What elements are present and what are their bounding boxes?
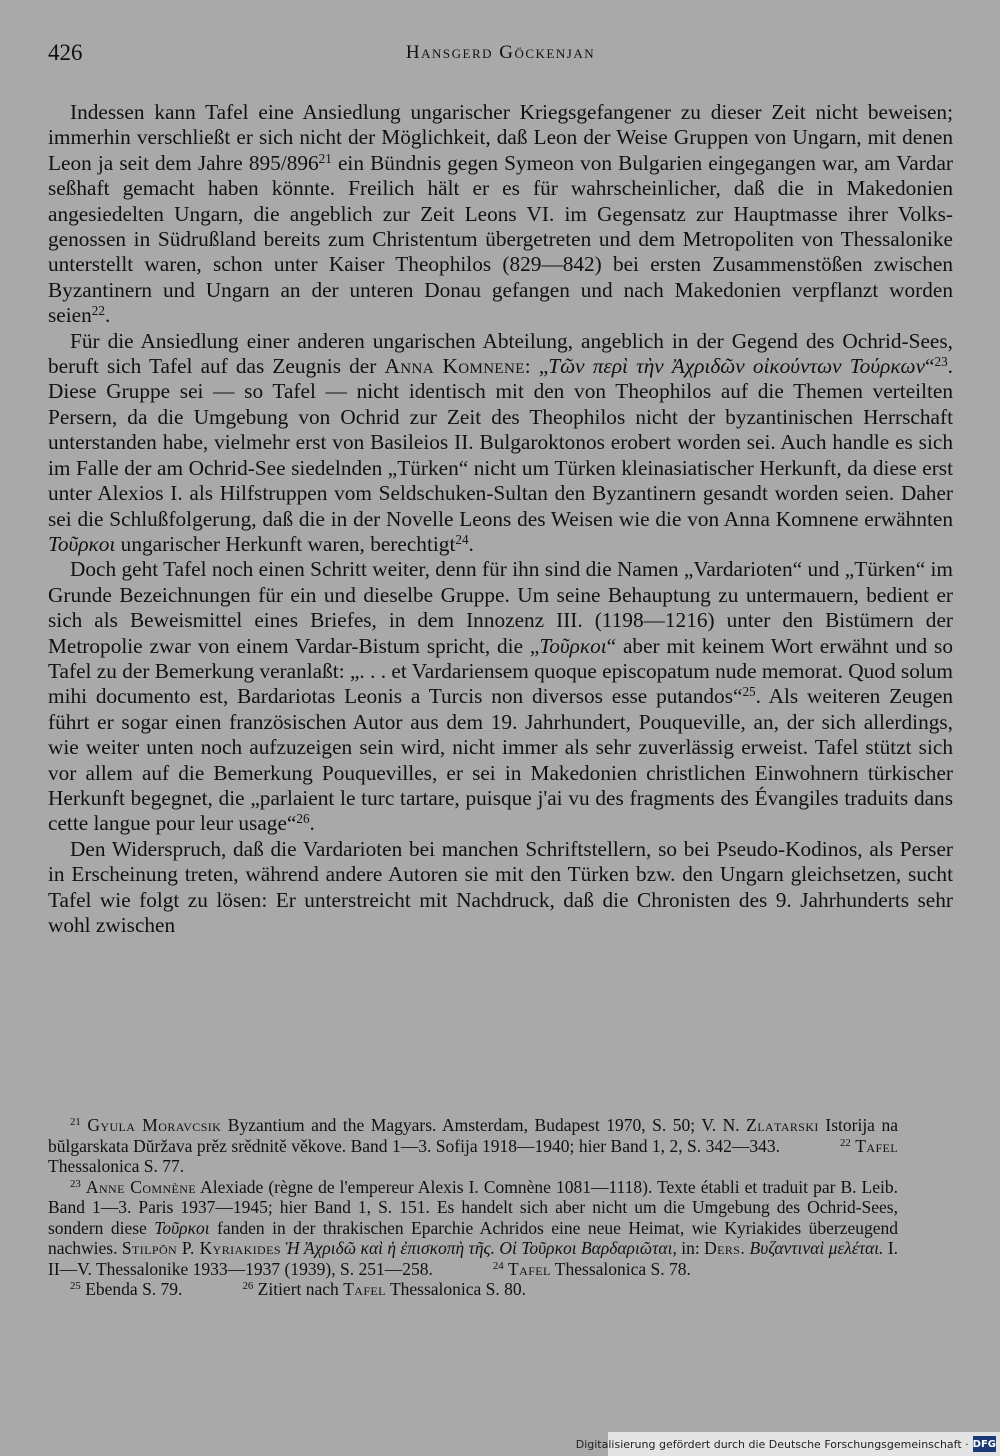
greek-term: Τοῦρκοι (48, 531, 116, 556)
footnote-ref: 23 (934, 353, 948, 369)
footnote-ref: 25 (742, 684, 756, 700)
greek-quote: Τῶν περὶ τὴν Ἀχριδῶν οἰκούντων Τούρκων (548, 354, 926, 379)
author-name: Anna Komnene (384, 354, 525, 379)
paragraph: Für die Ansiedlung einer anderen ungarischen Abteilung, angeblich in der Gegend des Ochrid-Sees, beruft sich Tafel auf das Zeugnis der Anna Komnene: „Τῶν περὶ τὴν Ἀχριδῶν οἰκούντων Τούρκων“$^{23}$. Diese Gruppe sei — so Tafel — nicht identisch mit den von Theophilos auf die Themen verteilten Persern, da die Umgebung von Ochrid zur Zeit des Theophilos nicht der byzantinischen Herrschaft unterstanden habe, vielmehr erst von Basileios II. Bulgaroktonos erobert worden sei. Auch handle es sich im Falle der am Ochrid-See siedelnden „Türken“ nicht um Türken kleinasiatischer Herkunft, da diese erst unter Alexios I. als Hilfstruppen vom Seldschuken-Sultan den Byzantinern gesandt worden seien. Daher sei die Schlußfolgerung, daß die in der Novelle Leons des Weisen wie die von Anna Komnene erwähnten Τοῦρκοι ungarischer Herkunft waren, berechtigt$^{24}$. (48, 328, 953, 556)
body-text (48, 100, 953, 938)
running-head: Hansgerd Göckenjan (405, 42, 596, 63)
paragraph: Indessen kann Tafel eine Ansiedlung ungarischer Kriegsgefangener zu dieser Zeit nicht beweisen; immerhin verschließt er sich nicht der Möglichkeit, daß Leon der Weise Gruppen von Ungarn, mit denen Leon ja seit dem Jahre $895/896^{21}$ ein Bündnis gegen Symeon von Bulgarien eingegangen war, am Vardar seßhaft gemacht haben könnte. Freilich hält er es für wahrscheinlicher, daß die in Makedonien angesiedelten Ungarn, die angeblich zur Zeit Leons VI. im Gegensatz zur Hauptmasse ihrer Volksgenossen in Südrußland bereits zum Christentum übergetreten und dem Metropoliten von Thessalonike unterstellt waren, schon unter Kaiser Theophilos (829—842) bei ersten Zusammenstößen zwischen Byzantinern und Ungarn an der unteren Donau gefangen und nach Makedonien verpflanzt worden seien$^{22}$. (48, 100, 953, 328)
footnote-ref: 22 (91, 303, 105, 318)
footnote: $^{25}$ Ebenda S. 79. $^{26}$ Zitiert nach Tafel Thessalonica S. 80. (70, 1279, 527, 1299)
footnote-ref: 21 (318, 150, 332, 166)
page-number: 426 (48, 40, 83, 65)
page-header (48, 40, 953, 70)
footnote-ref: 26 (296, 811, 310, 827)
dfg-logo-icon: DFG (973, 1436, 996, 1452)
funding-notice: Digitalisierung gefördert durch die Deutsche Forschungsgemeinschaft · (575, 1437, 969, 1451)
paragraph: Doch geht Tafel noch einen Schritt weiter, denn für ihn sind die Namen „Vardarioten“ und „Türken“ im Grunde Bezeichnungen für ein und dieselbe Gruppe. Um seine Behauptung zu untermauern, bedient er sich als Beweismittel eines Briefes, in dem Innozenz III. (1198—1216) unter den Bistümern der Metropolie zwar von einem Vardar-Bistum spricht, die „Τοῦρκοι“ aber mit keinem Wort erwähnt und so Tafel zu der Bemerkung veranlaßt: „. . . et Vardariensem quoque episcopatum nude memorat. Quod solum mihi documento est, Bardariotas Leonis a Turcis non diversos esse putandos“$^{25}$. Als weiteren Zeugen führt er sogar einen französischen Autor aus dem 19. Jahrhundert, Pouqueville, an, der sich allerdings, wie weiter unten noch aufzuzeigen sein wird, nicht immer als sehr zuverlässig erweist. Tafel stützt sich vor allem auf die Bemerkung Pouquevilles, er sei in Makedonien christlichen Einwohnern türkischer Herkunft begegnet, die „parlaient le turc tartare, puisque j'ai vu des fragments des Évangiles traduits dans cette langue pour leur usage“$^{26}$. (48, 557, 953, 836)
dfg-funding-bar (575, 1432, 1000, 1456)
paragraph: Den Widerspruch, daß die Vardarioten bei manchen Schriftstellern, so bei Pseudo-Kodinos, als Perser in Erscheinung treten, während andere Autoren sie mit den Türken bzw. den Ungarn gleichsetzen, sucht Tafel wie folgt zu lösen: Er unterstreicht mit Nachdruck, daß die Chronisten des 9. Jahrhunderts sehr wohl zwischen (48, 836, 953, 937)
greek-term: Τοῦρκοι (539, 633, 607, 658)
footnote-ref: 24 (455, 531, 469, 547)
footnote: $^{23}$ Anne Comnène Alexiade (règne de l'empereur Alexis I. Comnène 1081—1118). Texte établi et traduit par B. Leib. Band 1—3. Paris 1937—1945; hier Band 1, S. 151. Es handelt sich aber nicht um die Umgebung des Ochrid-Sees, sondern diese Τοῦρκοι fanden in der thrakischen Eparchie Achridos eine neue Heimat, wie Kyriakides überzeugend nachwies. Stilpōn P. Kyriakides Ἡ Ἀχριδῶ καὶ ἡ ἐπισκοπὴ τῆς. Οἱ Τοῦρκοι Βαρδαριῶται, in: Ders. Βυζαντιναὶ μελέται. I. II—V. Thessalonike 1933—1937 (1939), S. 251—258. $^{24}$ Tafel Thessalonica S. 78. (48, 1176, 899, 1279)
footnote: $^{21}$ Gyula Moravcsik Byzantium and the Magyars. Amsterdam, Budapest 1970, S. 50; V. N. Zlatarski Istorija na bŭlgarskata Dŭržava prěz srědnitě věkove. Band 1—3. Sofija 1918—1940; hier Band 1, 2, S. 342—343. $^{22}$ Tafel Thessalonica S. 77. (48, 1115, 898, 1176)
footnotes (48, 1115, 898, 1300)
